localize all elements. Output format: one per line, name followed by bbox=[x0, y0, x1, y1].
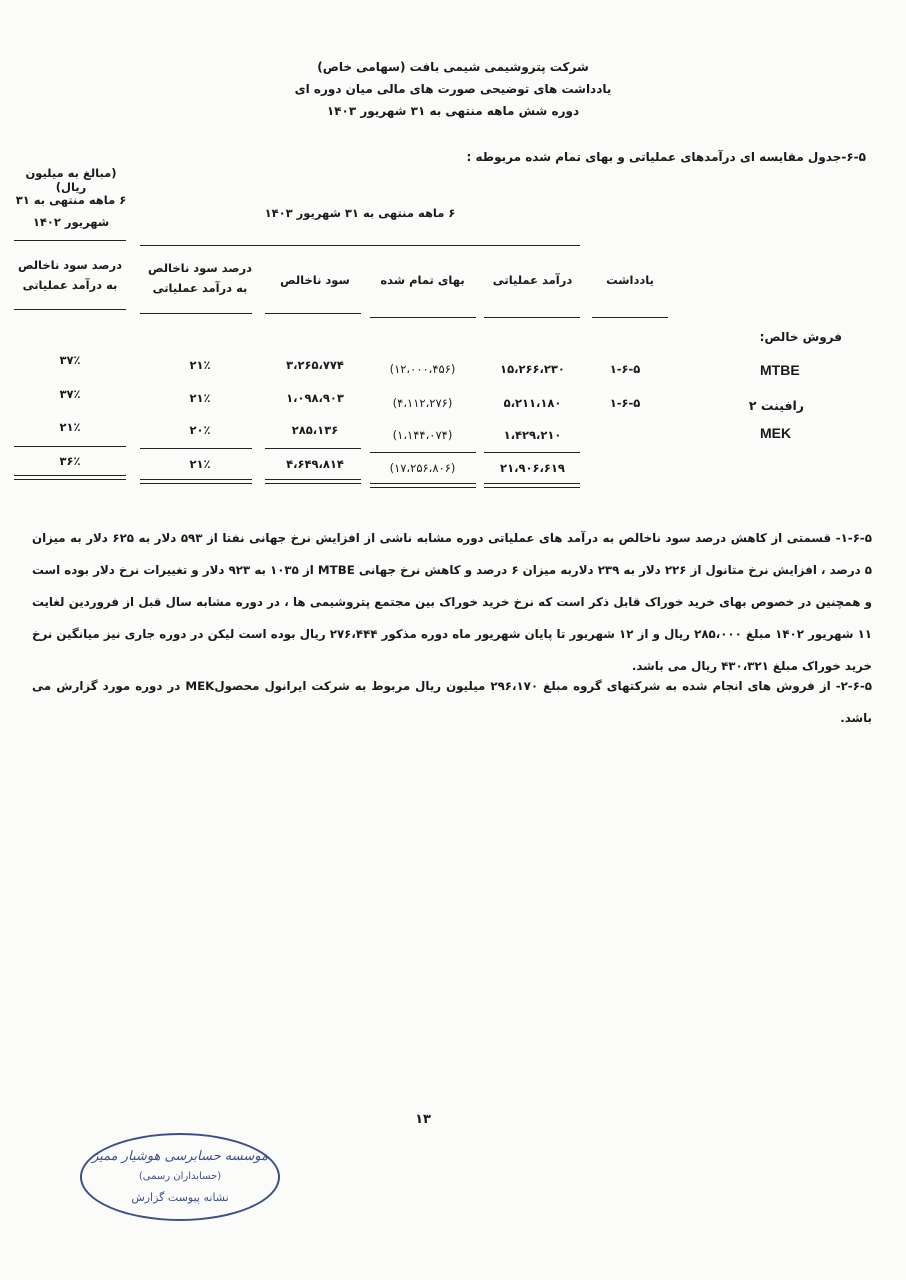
section-title: ۶-۵-جدول مقایسه ای درآمدهای عملیاتی و بهای تمام شده مربوطه : bbox=[466, 150, 866, 164]
product-name: رافینت ۲ bbox=[748, 398, 804, 413]
col-cost-header: بهای تمام شده bbox=[380, 273, 465, 287]
cost-cell: (۴،۱۱۲،۲۷۶) bbox=[392, 396, 453, 410]
curr-period-header: ۶ ماهه منتهی به ۳۱ شهریور ۱۴۰۳ bbox=[264, 206, 456, 220]
col-note-header: یادداشت bbox=[606, 273, 654, 287]
gp-pct-cell: ۲۱٪ bbox=[189, 391, 211, 405]
subtotal-rule bbox=[370, 452, 476, 453]
gp-pct-cell: ۲۰٪ bbox=[189, 423, 211, 437]
gross-profit-cell: ۱،۰۹۸،۹۰۳ bbox=[286, 391, 344, 405]
total-double-rule bbox=[484, 483, 580, 488]
note-paragraph-1: ۱-۶-۵- قسمتی از کاهش درصد سود ناخالص به درآمد های عملیاتی دوره مشابه ناشی از افزایش نرخ جهانی نفتا از ۵۹۳ دلار به ۶۲۵ دلار به میزان ۵ درصد ، افزایش نرخ متانول از ۲۲۶ دلار به ۲۳۹ دلاربه میزان ۶ درصد و کاهش نرخ جهانی MTBE از ۱۰۳۵ به ۹۲۳ دلار و تغییرات نرخ دلار بوده است و همچنین در خصوص بهای خرید خوراک قابل ذکر است که نرخ خرید خوراک بین مجتمع پتروشیمی ها ، در دوره مشابه سال قبل از فروردین لغایت ۱۱ شهریور ۱۴۰۲ مبلغ ۲۸۵،۰۰۰ ریال و از ۱۲ شهریور تا پایان شهریور ماه دوره مذکور ۲۷۶،۴۴۴ ریال بوده است لیکن در دوره جاری نیز میانگین نرخ خرید خوراک مبلغ ۴۳۰،۳۲۱ ریال می باشد. bbox=[32, 531, 872, 673]
header-underline bbox=[265, 313, 361, 314]
total-double-rule bbox=[370, 483, 476, 488]
stamp-attachment-note: نشانه پیوست گزارش bbox=[131, 1191, 229, 1204]
note-ref: ۱-۶-۵ bbox=[609, 396, 641, 410]
company-name: شرکت پتروشیمی شیمی بافت (سهامی خاص) bbox=[317, 60, 589, 74]
unit-note: (مبالغ به میلیون ریال) bbox=[25, 166, 117, 194]
header-underline bbox=[370, 317, 476, 318]
auditor-stamp bbox=[80, 1133, 280, 1221]
gross-profit-cell: ۳،۲۶۵،۷۷۴ bbox=[286, 358, 344, 372]
total-gross-profit: ۴،۶۴۹،۸۱۴ bbox=[286, 457, 344, 471]
total-cost: (۱۷،۲۵۶،۸۰۶) bbox=[389, 461, 456, 475]
col-gp-pct-prev-header: درصد سود ناخالص به درآمد عملیاتی bbox=[18, 258, 122, 292]
note-paragraph-2: ۲-۶-۵- از فروش های انجام شده به شرکتهای گروه مبلغ ۲۹۶،۱۷۰ میلیون ریال مربوط به شرکت ایرانول محصولMEK در دوره مورد گزارش می باشد. bbox=[32, 679, 873, 725]
product-name: MEK bbox=[760, 425, 792, 441]
subtotal-rule bbox=[484, 452, 580, 453]
revenue-cell: ۱۵،۲۶۶،۲۳۰ bbox=[500, 362, 565, 376]
stamp-subtitle: (حسابداران رسمی) bbox=[138, 1171, 222, 1182]
net-sales-label: فروش خالص: bbox=[759, 330, 842, 344]
page-number: ۱۳ bbox=[415, 1112, 431, 1127]
cost-cell: (۱،۱۴۴،۰۷۴) bbox=[392, 428, 453, 442]
header-underline bbox=[14, 309, 126, 310]
gross-profit-cell: ۲۸۵،۱۳۶ bbox=[291, 423, 339, 437]
total-revenue: ۲۱،۹۰۶،۶۱۹ bbox=[500, 461, 565, 475]
gp-pct-cell: ۲۱٪ bbox=[189, 358, 211, 372]
gp-pct-prev-cell: ۳۷٪ bbox=[59, 353, 81, 367]
header-underline bbox=[484, 317, 580, 318]
report-subtitle: یادداشت های توضیحی صورت های مالی میان دوره ای bbox=[294, 82, 612, 96]
header-underline bbox=[592, 317, 668, 318]
revenue-cell: ۱،۴۲۹،۲۱۰ bbox=[503, 428, 562, 442]
stamp-firm-name: موسسه حسابرسی هوشیار ممیز bbox=[92, 1149, 268, 1164]
subtotal-rule bbox=[140, 448, 252, 449]
subtotal-rule bbox=[14, 446, 126, 447]
gp-pct-prev-cell: ۲۱٪ bbox=[59, 420, 81, 434]
report-period: دوره شش ماهه منتهی به ۳۱ شهریور ۱۴۰۳ bbox=[326, 104, 580, 118]
col-gross-profit-header: سود ناخالص bbox=[280, 273, 350, 287]
prev-period-rule bbox=[14, 240, 126, 241]
curr-period-rule bbox=[140, 245, 580, 246]
col-gp-pct-header: درصد سود ناخالص به درآمد عملیاتی bbox=[148, 261, 252, 295]
total-double-rule bbox=[14, 475, 126, 480]
subtotal-rule bbox=[265, 448, 361, 449]
header-underline bbox=[140, 313, 252, 314]
total-double-rule bbox=[265, 479, 361, 484]
note-ref: ۱-۶-۵ bbox=[609, 362, 641, 376]
gp-pct-prev-cell: ۳۷٪ bbox=[59, 387, 81, 401]
revenue-cell: ۵،۲۱۱،۱۸۰ bbox=[503, 396, 562, 410]
total-gp-pct-prev: ۳۶٪ bbox=[59, 454, 81, 468]
product-name: MTBE bbox=[760, 362, 800, 378]
cost-cell: (۱۲،۰۰۰،۴۵۶) bbox=[389, 362, 456, 376]
total-gp-pct: ۲۱٪ bbox=[189, 457, 211, 471]
prev-period-header: ۶ ماهه منتهی به ۳۱ شهریور ۱۴۰۲ bbox=[15, 193, 127, 229]
total-double-rule bbox=[140, 479, 252, 484]
col-revenue-header: درآمد عملیاتی bbox=[492, 273, 573, 287]
